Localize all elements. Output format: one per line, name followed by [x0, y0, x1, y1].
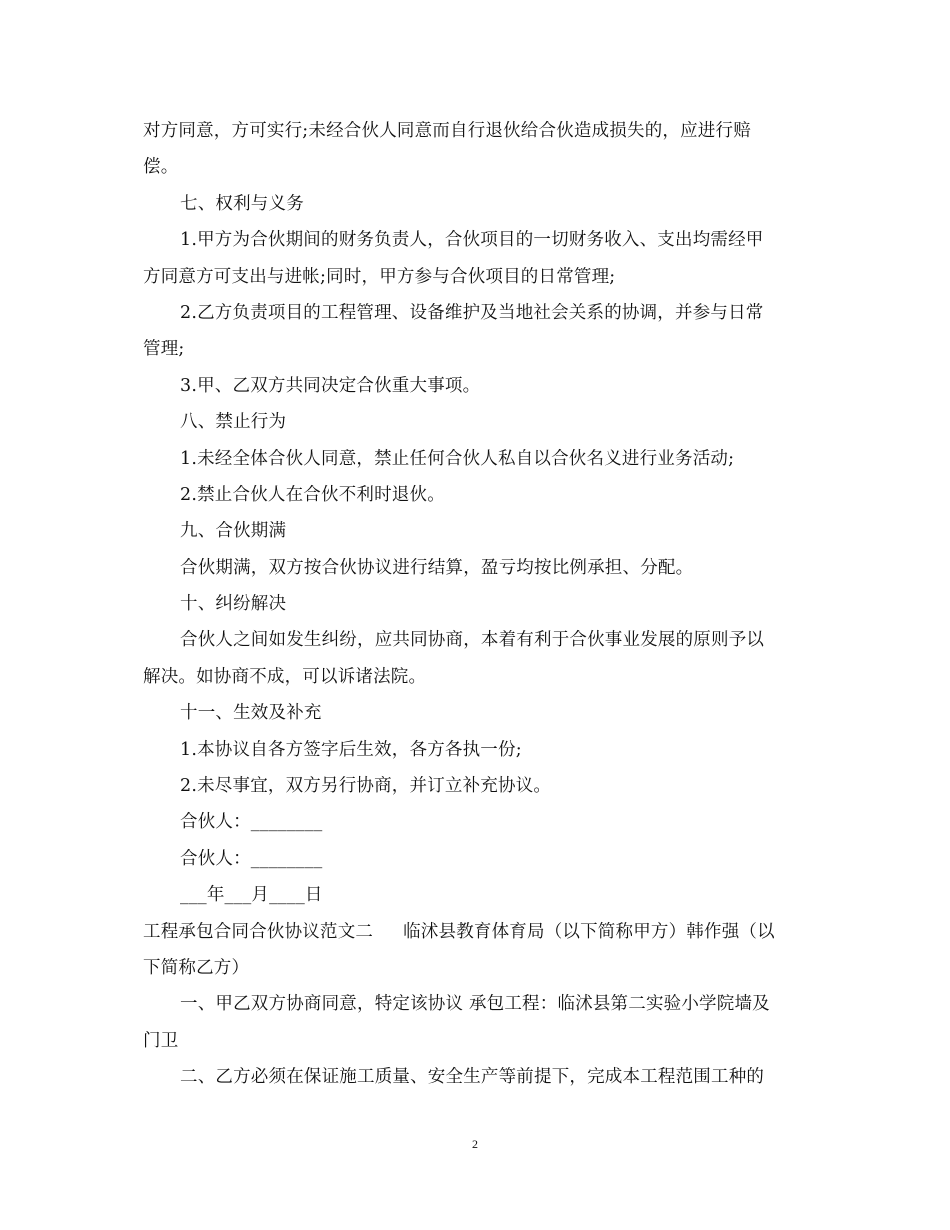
date-line: ___年___月____日	[180, 885, 323, 906]
section-heading-effect-supplement: 十一、生效及补充	[180, 703, 322, 724]
clause-line: 方同意方可支出与进帐;同时，甲方参与合伙项目的日常管理;	[143, 266, 616, 287]
section-heading-rights-obligations: 七、权利与义务	[180, 193, 304, 214]
section-heading-dispute-resolution: 十、纠纷解决	[180, 594, 287, 615]
document-body	[143, 113, 808, 1096]
clause-line: 合伙人之间如发生纠纷，应共同协商，本着有利于合伙事业发展的原则予以	[180, 630, 765, 651]
partner-signature-line: 合伙人：________	[180, 848, 323, 869]
page-number: 2	[472, 1137, 478, 1151]
parties-text-continued: 下简称乙方）	[143, 957, 250, 978]
clause-line: 2.禁止合伙人在合伙不利时退伙。	[180, 484, 445, 505]
sample-title: 工程承包合同合伙协议范文二	[143, 921, 374, 942]
paragraph-line: 对方同意，方可实行;未经合伙人同意而自行退伙给合伙造成损失的，应进行赔	[143, 121, 751, 141]
clause-line: 3.甲、乙双方共同决定合伙重大事项。	[180, 375, 481, 396]
sample-title-line	[143, 914, 808, 950]
clause-line: 1.本协议自各方签字后生效，各方各执一份;	[180, 739, 522, 760]
clause-line: 2.未尽事宜，双方另行协商，并订立补充协议。	[180, 776, 552, 797]
clause-line: 2.乙方负责项目的工程管理、设备维护及当地社会关系的协调，并参与日常	[180, 302, 764, 323]
clause-line: 1.未经全体合伙人同意，禁止任何合伙人私自以合伙名义进行业务活动;	[180, 448, 735, 469]
clause-line: 合伙期满，双方按合伙协议进行结算，盈亏均按比例承担、分配。	[180, 557, 694, 578]
parties-text: 临沭县教育体育局（以下简称甲方）韩作强（以	[403, 921, 775, 942]
clause-line: 门卫	[143, 1030, 179, 1051]
paragraph-line: 偿。	[143, 157, 179, 178]
clause-line: 1.甲方为合伙期间的财务负责人，合伙项目的一切财务收入、支出均需经甲	[180, 230, 764, 251]
partner-signature-line: 合伙人：________	[180, 812, 323, 833]
clause-line: 解决。如协商不成，可以诉诸法院。	[143, 666, 427, 687]
clause-line: 一、甲乙双方协商同意，特定该协议 承包工程：临沭县第二实验小学院墙及	[180, 994, 770, 1015]
section-heading-prohibited-acts: 八、禁止行为	[180, 412, 287, 433]
clause-line: 二、乙方必须在保证施工质量、安全生产等前提下，完成本工程范围工种的	[180, 1067, 765, 1088]
section-heading-term-expiry: 九、合伙期满	[180, 521, 287, 542]
clause-line: 管理;	[143, 339, 185, 360]
